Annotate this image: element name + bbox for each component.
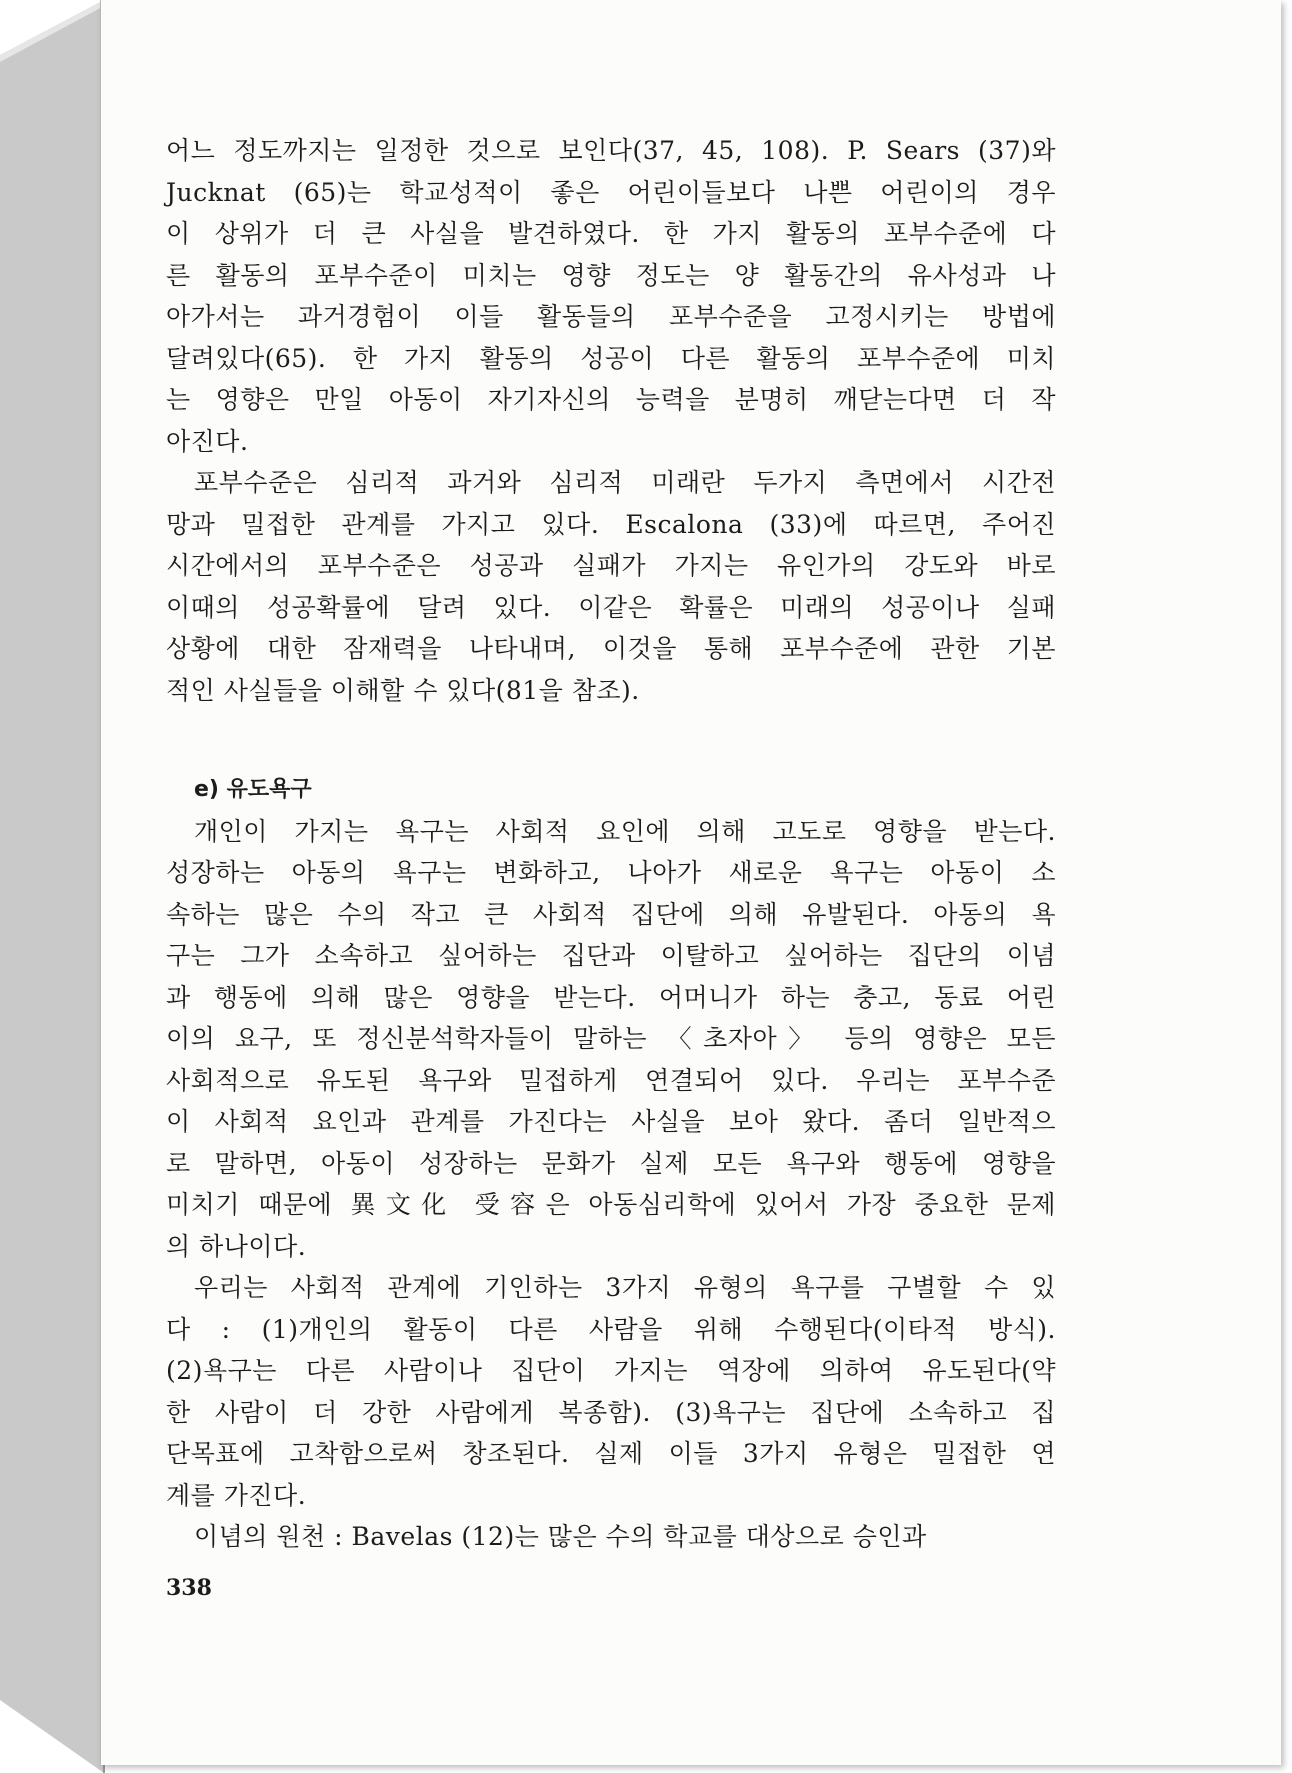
text-line: 사회적으로 유도된 욕구와 밀접하게 연결되어 있다. 우리는 포부수준 [166,1065,1056,1095]
book-spine [0,0,110,1773]
paragraph [166,1267,1056,1516]
paragraph [166,811,1056,1268]
text-line: 달려있다(65). 한 가지 활동의 성공이 다른 활동의 포부수준에 미치 [166,343,1056,373]
body-text-lower [166,811,1056,1558]
text-line: 우리는 사회적 관계에 기인하는 3가지 유형의 욕구를 구별할 수 있 [194,1273,1056,1302]
text-line: Jucknat (65)는 학교성적이 좋은 어린이들보다 나쁜 어린이의 경우 [166,177,1056,207]
text-line: 이때의 성공확률에 달려 있다. 이같은 확률은 미래의 성공이나 실패 [166,592,1056,622]
text-line: 이의 요구, 또 정신분석학자들이 말하는 〈초자아〉 등의 영향은 모든 [166,1024,1056,1053]
book-spine-graphic [0,0,110,1773]
text-line: 른 활동의 포부수준이 미치는 영향 정도는 양 활동간의 유사성과 나 [166,260,1056,290]
text-line: 시간에서의 포부수준은 성공과 실패가 가지는 유인가의 강도와 바로 [166,551,1056,580]
text-line: 개인이 가지는 욕구는 사회적 요인에 의해 고도로 영향을 받는다. [194,816,1056,846]
text-line: 속하는 많은 수의 작고 큰 사회적 집단에 의해 유발된다. 아동의 욕 [166,899,1056,929]
section-heading: e) 유도욕구 [194,777,312,802]
text-line: 로 말하면, 아동이 성장하는 문화가 실제 모든 욕구와 행동에 영향을 [166,1148,1056,1178]
text-line: 단목표에 고착함으로써 창조된다. 실제 이들 3가지 유형은 밀접한 연 [166,1439,1056,1468]
text-line: 성장하는 아동의 욕구는 변화하고, 나아가 새로운 욕구는 아동이 소 [166,858,1056,887]
text-line: (2)욕구는 다른 사람이나 집단이 가지는 역장에 의하여 유도된다(약 [166,1356,1056,1385]
text-line: 적인 사실들을 이해할 수 있다(81을 참조). [166,675,640,705]
section-gap [166,711,1056,769]
text-line: 는 영향은 만일 아동이 자기자신의 능력을 분명히 깨닫는다면 더 작 [166,385,1056,414]
text-line: 의 하나이다. [166,1231,307,1261]
body-text-upper [166,130,1056,711]
text-line: 한 사람이 더 강한 사람에게 복종함). (3)욕구는 집단에 소속하고 집 [166,1397,1056,1427]
text-line: 이 상위가 더 큰 사실을 발견하였다. 한 가지 활동의 포부수준에 다 [166,219,1056,248]
text-line: 이념의 원천 : Bavelas (12)는 많은 수의 학교를 대상으로 승인과 [194,1522,927,1551]
paragraph [166,1516,1056,1558]
text-line: 이 사회적 요인과 관계를 가진다는 사실을 보아 왔다. 좀더 일반적으 [166,1107,1056,1136]
text-line: 구는 그가 소속하고 싶어하는 집단과 이탈하고 싶어하는 집단의 이념 [166,941,1056,970]
paragraph [166,462,1056,711]
page-number: 338 [166,1575,212,1601]
text-line: 미치기 때문에 異文化 受容은 아동심리학에 있어서 가장 중요한 문제 [166,1190,1056,1219]
text-line: 아진다. [166,426,249,456]
text-line: 어느 정도까지는 일정한 것으로 보인다(37, 45, 108). P. Sears (37)와 [166,136,1056,165]
text-line: 포부수준은 심리적 과거와 심리적 미래란 두가지 측면에서 시간전 [194,468,1056,497]
text-line: 계를 가진다. [166,1480,307,1510]
text-line: 망과 밀접한 관계를 가지고 있다. Escalona (33)에 따르면, 주어진 [166,509,1056,539]
text-line: 아가서는 과거경험이 이들 활동들의 포부수준을 고정시키는 방법에 [166,302,1056,331]
page-text [166,130,1056,1558]
text-line: 다 : (1)개인의 활동이 다른 사람을 위해 수행된다(이타적 방식). [166,1314,1056,1344]
text-line: 과 행동에 의해 많은 영향을 받는다. 어머니가 하는 충고, 동료 어린 [166,982,1056,1012]
text-line: 상황에 대한 잠재력을 나타내며, 이것을 통해 포부수준에 관한 기본 [166,634,1056,663]
paragraph [166,130,1056,462]
